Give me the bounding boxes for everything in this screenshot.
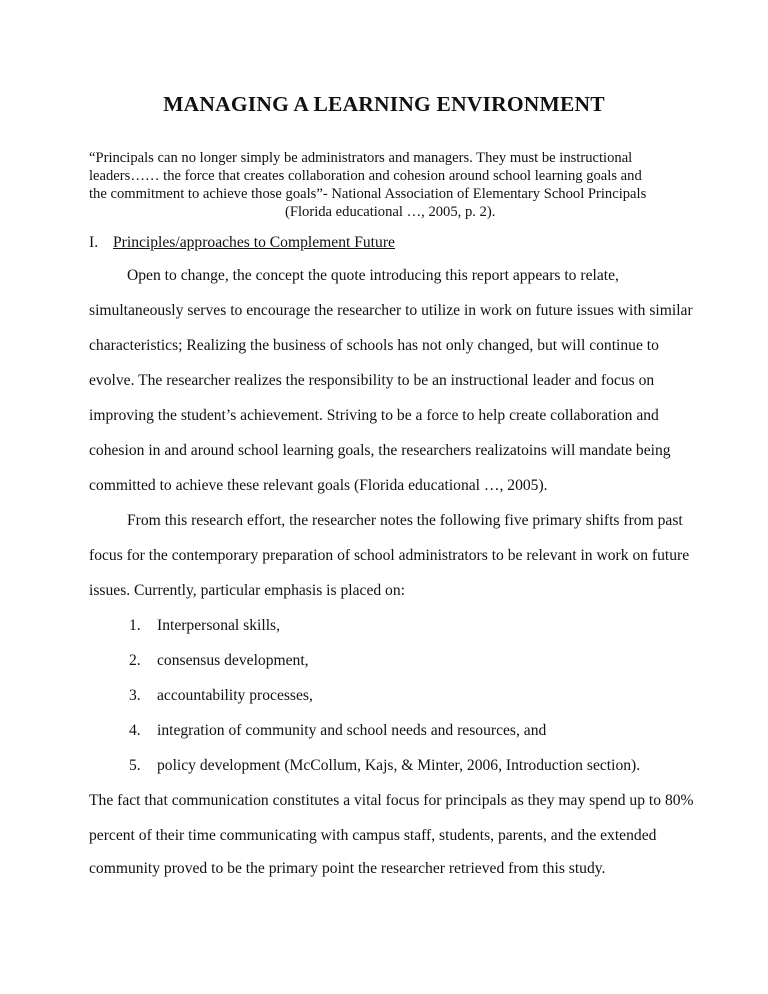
- list-number: 2.: [129, 652, 141, 669]
- list-text: consensus development,: [157, 652, 309, 669]
- text-line: improving the student’s achievement. Striving to be a force to help create collaboration and: [89, 407, 659, 424]
- list-number: 4.: [129, 722, 141, 739]
- text-line: From this research effort, the researcher notes the following five primary shifts from past: [127, 512, 683, 529]
- text-line: cohesion in and around school learning goals, the researchers realizatoins will mandate being: [89, 442, 671, 459]
- section-number: I.: [89, 234, 99, 251]
- list-text: Interpersonal skills,: [157, 617, 280, 634]
- quote-citation: (Florida educational …, 2005, p. 2).: [285, 204, 496, 220]
- quote-line: the commitment to achieve those goals”- National Association of Elementary School Principals: [89, 186, 647, 202]
- text-line: Open to change, the concept the quote introducing this report appears to relate,: [127, 267, 619, 284]
- text-line: simultaneously serves to encourage the researcher to utilize in work on future issues with similar: [89, 302, 693, 319]
- document-title: MANAGING A LEARNING ENVIRONMENT: [163, 92, 605, 116]
- list-number: 5.: [129, 757, 141, 774]
- list-text: accountability processes,: [157, 687, 313, 704]
- text-line: percent of their time communicating with campus staff, students, parents, and the extended: [89, 827, 657, 844]
- text-line: community proved to be the primary point the researcher retrieved from this study.: [89, 860, 606, 877]
- text-line: committed to achieve these relevant goals (Florida educational …, 2005).: [89, 477, 548, 494]
- list-text: policy development (McCollum, Kajs, & Minter, 2006, Introduction section).: [157, 757, 641, 774]
- text-line: The fact that communication constitutes a vital focus for principals as they may spend up to 80%: [89, 792, 694, 809]
- text-line: issues. Currently, particular emphasis is placed on:: [89, 582, 405, 599]
- quote-line: “Principals can no longer simply be administrators and managers. They must be instructional: [89, 150, 633, 166]
- section-title: Principles/approaches to Complement Future: [113, 234, 395, 251]
- text-line: evolve. The researcher realizes the responsibility to be an instructional leader and focus on: [89, 372, 655, 389]
- text-line: characteristics; Realizing the business of schools has not only changed, but will continue to: [89, 337, 659, 354]
- list-number: 1.: [129, 617, 141, 634]
- quote-line: leaders…… the force that creates collaboration and cohesion around school learning goals and: [89, 168, 642, 184]
- list-text: integration of community and school needs and resources, and: [157, 722, 547, 739]
- list-number: 3.: [129, 687, 141, 704]
- text-line: focus for the contemporary preparation of school administrators to be relevant in work on future: [89, 547, 690, 564]
